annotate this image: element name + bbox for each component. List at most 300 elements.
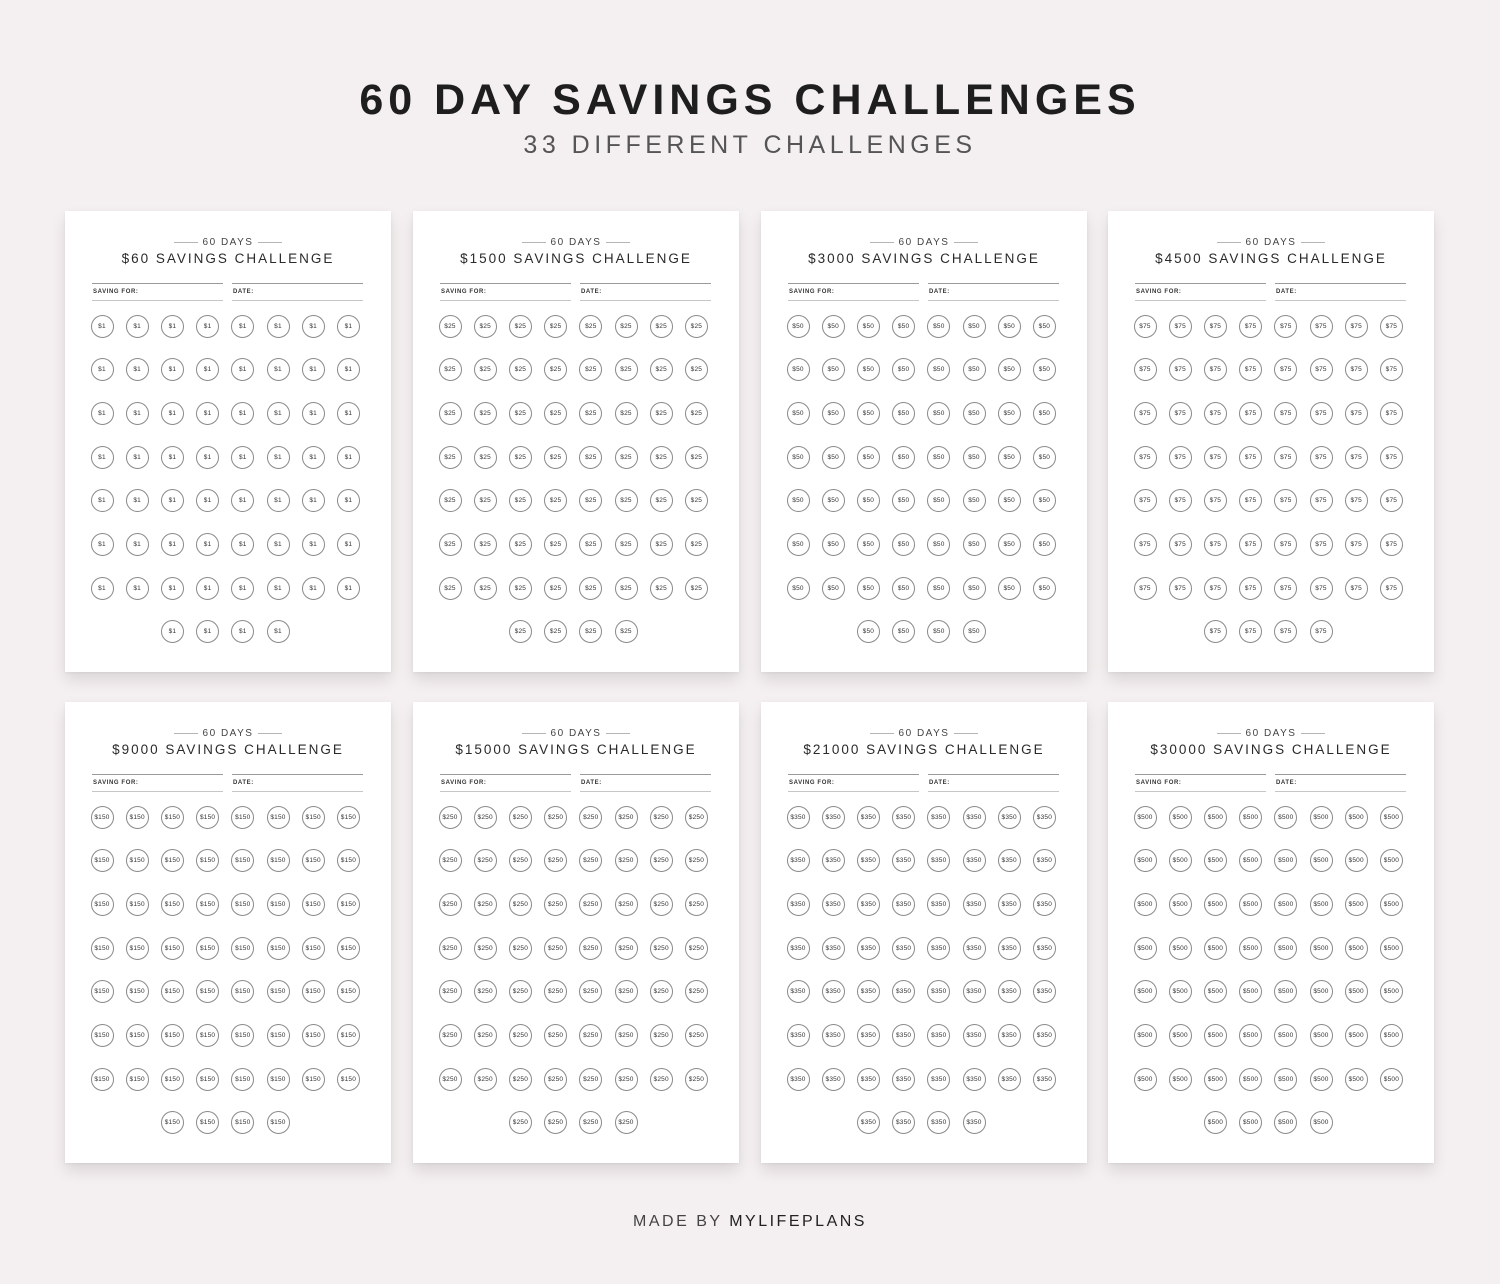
savings-coin[interactable]: $150 <box>267 893 290 916</box>
savings-coin[interactable]: $1 <box>161 577 184 600</box>
savings-coin[interactable]: $75 <box>1345 577 1368 600</box>
savings-coin[interactable]: $500 <box>1169 1024 1192 1047</box>
savings-coin[interactable]: $50 <box>892 315 915 338</box>
savings-coin[interactable]: $25 <box>544 533 567 556</box>
savings-coin[interactable]: $75 <box>1169 577 1192 600</box>
savings-coin[interactable]: $25 <box>439 446 462 469</box>
savings-coin[interactable]: $250 <box>579 1024 602 1047</box>
savings-coin[interactable]: $350 <box>857 1068 880 1091</box>
savings-coin[interactable]: $250 <box>474 849 497 872</box>
savings-coin[interactable]: $50 <box>822 315 845 338</box>
savings-coin[interactable]: $500 <box>1274 937 1297 960</box>
savings-coin[interactable]: $75 <box>1134 402 1157 425</box>
savings-coin[interactable]: $250 <box>615 893 638 916</box>
savings-coin[interactable]: $500 <box>1345 849 1368 872</box>
savings-coin[interactable]: $500 <box>1310 1068 1333 1091</box>
savings-coin[interactable]: $25 <box>509 446 532 469</box>
savings-coin[interactable]: $50 <box>892 620 915 643</box>
savings-coin[interactable]: $500 <box>1204 849 1227 872</box>
savings-coin[interactable]: $25 <box>685 315 708 338</box>
savings-coin[interactable]: $350 <box>927 893 950 916</box>
savings-coin[interactable]: $500 <box>1169 937 1192 960</box>
savings-coin[interactable]: $75 <box>1204 533 1227 556</box>
savings-coin[interactable]: $150 <box>161 1068 184 1091</box>
savings-coin[interactable]: $500 <box>1134 893 1157 916</box>
savings-coin[interactable]: $25 <box>685 402 708 425</box>
savings-coin[interactable]: $50 <box>998 402 1021 425</box>
savings-coin[interactable]: $1 <box>267 620 290 643</box>
savings-coin[interactable]: $150 <box>196 806 219 829</box>
savings-coin[interactable]: $150 <box>126 937 149 960</box>
savings-coin[interactable]: $25 <box>650 402 673 425</box>
savings-coin[interactable]: $350 <box>963 893 986 916</box>
savings-coin[interactable]: $500 <box>1239 806 1262 829</box>
savings-coin[interactable]: $500 <box>1310 893 1333 916</box>
savings-coin[interactable]: $25 <box>544 402 567 425</box>
savings-coin[interactable]: $75 <box>1134 533 1157 556</box>
savings-coin[interactable]: $1 <box>126 533 149 556</box>
savings-coin[interactable]: $250 <box>685 849 708 872</box>
savings-coin[interactable]: $150 <box>267 849 290 872</box>
savings-coin[interactable]: $75 <box>1345 489 1368 512</box>
savings-coin[interactable]: $25 <box>474 402 497 425</box>
savings-coin[interactable]: $500 <box>1134 806 1157 829</box>
savings-coin[interactable]: $250 <box>439 1024 462 1047</box>
savings-coin[interactable]: $500 <box>1310 1024 1333 1047</box>
savings-coin[interactable]: $75 <box>1169 533 1192 556</box>
savings-coin[interactable]: $250 <box>685 1068 708 1091</box>
savings-coin[interactable]: $25 <box>650 577 673 600</box>
savings-coin[interactable]: $25 <box>650 489 673 512</box>
savings-coin[interactable]: $250 <box>509 937 532 960</box>
savings-coin[interactable]: $75 <box>1204 315 1227 338</box>
savings-coin[interactable]: $50 <box>963 489 986 512</box>
savings-coin[interactable]: $25 <box>685 533 708 556</box>
savings-coin[interactable]: $75 <box>1380 577 1403 600</box>
savings-coin[interactable]: $150 <box>231 893 254 916</box>
savings-coin[interactable]: $1 <box>267 315 290 338</box>
savings-coin[interactable]: $1 <box>231 577 254 600</box>
savings-coin[interactable]: $75 <box>1204 489 1227 512</box>
savings-coin[interactable]: $1 <box>196 577 219 600</box>
savings-coin[interactable]: $25 <box>650 358 673 381</box>
savings-coin[interactable]: $150 <box>126 1068 149 1091</box>
savings-coin[interactable]: $500 <box>1380 1068 1403 1091</box>
savings-coin[interactable]: $1 <box>231 402 254 425</box>
savings-coin[interactable]: $25 <box>439 402 462 425</box>
savings-coin[interactable]: $25 <box>615 620 638 643</box>
savings-coin[interactable]: $25 <box>509 620 532 643</box>
savings-coin[interactable]: $150 <box>161 1111 184 1134</box>
savings-coin[interactable]: $250 <box>439 893 462 916</box>
savings-coin[interactable]: $350 <box>963 1024 986 1047</box>
savings-coin[interactable]: $75 <box>1310 489 1333 512</box>
savings-coin[interactable]: $350 <box>822 937 845 960</box>
savings-coin[interactable]: $250 <box>650 937 673 960</box>
savings-coin[interactable]: $75 <box>1169 315 1192 338</box>
savings-coin[interactable]: $150 <box>91 806 114 829</box>
savings-coin[interactable]: $1 <box>231 315 254 338</box>
savings-coin[interactable]: $350 <box>857 937 880 960</box>
savings-coin[interactable]: $75 <box>1134 489 1157 512</box>
savings-coin[interactable]: $50 <box>822 489 845 512</box>
savings-coin[interactable]: $25 <box>615 446 638 469</box>
savings-coin[interactable]: $75 <box>1239 620 1262 643</box>
savings-coin[interactable]: $350 <box>892 806 915 829</box>
savings-coin[interactable]: $25 <box>439 358 462 381</box>
savings-coin[interactable]: $500 <box>1345 1024 1368 1047</box>
savings-coin[interactable]: $500 <box>1345 937 1368 960</box>
savings-coin[interactable]: $1 <box>196 315 219 338</box>
savings-coin[interactable]: $500 <box>1134 937 1157 960</box>
savings-coin[interactable]: $500 <box>1204 1068 1227 1091</box>
savings-coin[interactable]: $250 <box>615 1068 638 1091</box>
savings-coin[interactable]: $150 <box>126 849 149 872</box>
savings-coin[interactable]: $250 <box>650 1068 673 1091</box>
savings-coin[interactable]: $50 <box>998 446 1021 469</box>
savings-coin[interactable]: $500 <box>1274 1068 1297 1091</box>
savings-coin[interactable]: $250 <box>544 1111 567 1134</box>
savings-coin[interactable]: $25 <box>579 402 602 425</box>
savings-coin[interactable]: $50 <box>857 489 880 512</box>
savings-coin[interactable]: $500 <box>1274 893 1297 916</box>
savings-coin[interactable]: $50 <box>892 358 915 381</box>
savings-coin[interactable]: $50 <box>963 315 986 338</box>
savings-coin[interactable]: $1 <box>337 315 360 338</box>
savings-coin[interactable]: $50 <box>787 402 810 425</box>
savings-coin[interactable]: $1 <box>337 489 360 512</box>
savings-coin[interactable]: $50 <box>927 533 950 556</box>
savings-coin[interactable]: $250 <box>685 806 708 829</box>
savings-coin[interactable]: $1 <box>91 577 114 600</box>
savings-coin[interactable]: $1 <box>267 402 290 425</box>
savings-coin[interactable]: $75 <box>1169 358 1192 381</box>
savings-coin[interactable]: $150 <box>302 1068 325 1091</box>
savings-coin[interactable]: $1 <box>126 577 149 600</box>
savings-coin[interactable]: $250 <box>439 849 462 872</box>
savings-coin[interactable]: $50 <box>1033 358 1056 381</box>
savings-coin[interactable]: $500 <box>1310 1111 1333 1134</box>
savings-coin[interactable]: $25 <box>474 315 497 338</box>
savings-coin[interactable]: $25 <box>615 489 638 512</box>
savings-coin[interactable]: $350 <box>857 1111 880 1134</box>
savings-coin[interactable]: $500 <box>1274 849 1297 872</box>
savings-coin[interactable]: $1 <box>196 620 219 643</box>
savings-coin[interactable]: $150 <box>91 849 114 872</box>
savings-coin[interactable]: $150 <box>126 1024 149 1047</box>
savings-coin[interactable]: $25 <box>685 577 708 600</box>
savings-coin[interactable]: $25 <box>439 315 462 338</box>
savings-coin[interactable]: $75 <box>1274 620 1297 643</box>
savings-coin[interactable]: $1 <box>267 577 290 600</box>
savings-coin[interactable]: $1 <box>91 489 114 512</box>
savings-coin[interactable]: $1 <box>126 446 149 469</box>
savings-coin[interactable]: $350 <box>787 1068 810 1091</box>
savings-coin[interactable]: $500 <box>1204 1024 1227 1047</box>
savings-coin[interactable]: $250 <box>544 893 567 916</box>
savings-coin[interactable]: $1 <box>231 533 254 556</box>
savings-coin[interactable]: $75 <box>1169 402 1192 425</box>
savings-coin[interactable]: $500 <box>1345 893 1368 916</box>
savings-coin[interactable]: $50 <box>857 402 880 425</box>
savings-coin[interactable]: $150 <box>231 806 254 829</box>
savings-coin[interactable]: $50 <box>857 620 880 643</box>
savings-coin[interactable]: $25 <box>474 533 497 556</box>
savings-coin[interactable]: $25 <box>544 577 567 600</box>
savings-coin[interactable]: $1 <box>231 446 254 469</box>
savings-coin[interactable]: $75 <box>1274 446 1297 469</box>
savings-coin[interactable]: $25 <box>615 402 638 425</box>
savings-coin[interactable]: $350 <box>927 1024 950 1047</box>
savings-coin[interactable]: $500 <box>1310 980 1333 1003</box>
savings-coin[interactable]: $1 <box>196 489 219 512</box>
savings-coin[interactable]: $500 <box>1310 849 1333 872</box>
savings-coin[interactable]: $50 <box>822 533 845 556</box>
savings-coin[interactable]: $25 <box>650 533 673 556</box>
savings-coin[interactable]: $75 <box>1239 358 1262 381</box>
savings-coin[interactable]: $250 <box>474 980 497 1003</box>
savings-coin[interactable]: $1 <box>126 402 149 425</box>
savings-coin[interactable]: $150 <box>196 893 219 916</box>
savings-coin[interactable]: $50 <box>787 577 810 600</box>
savings-coin[interactable]: $150 <box>337 849 360 872</box>
savings-coin[interactable]: $350 <box>822 1024 845 1047</box>
savings-coin[interactable]: $150 <box>126 980 149 1003</box>
savings-coin[interactable]: $150 <box>126 893 149 916</box>
savings-coin[interactable]: $1 <box>196 358 219 381</box>
savings-coin[interactable]: $500 <box>1204 937 1227 960</box>
savings-coin[interactable]: $1 <box>302 358 325 381</box>
savings-coin[interactable]: $25 <box>439 577 462 600</box>
savings-coin[interactable]: $25 <box>615 577 638 600</box>
savings-coin[interactable]: $25 <box>474 446 497 469</box>
savings-coin[interactable]: $75 <box>1274 358 1297 381</box>
savings-coin[interactable]: $75 <box>1239 533 1262 556</box>
savings-coin[interactable]: $1 <box>302 315 325 338</box>
savings-coin[interactable]: $75 <box>1239 489 1262 512</box>
savings-coin[interactable]: $25 <box>544 489 567 512</box>
savings-coin[interactable]: $250 <box>544 849 567 872</box>
savings-coin[interactable]: $250 <box>509 806 532 829</box>
savings-coin[interactable]: $50 <box>892 577 915 600</box>
savings-coin[interactable]: $1 <box>161 446 184 469</box>
savings-coin[interactable]: $50 <box>998 358 1021 381</box>
savings-coin[interactable]: $75 <box>1345 358 1368 381</box>
savings-coin[interactable]: $500 <box>1134 849 1157 872</box>
savings-coin[interactable]: $50 <box>787 489 810 512</box>
savings-coin[interactable]: $1 <box>231 358 254 381</box>
savings-coin[interactable]: $25 <box>544 620 567 643</box>
savings-coin[interactable]: $75 <box>1345 315 1368 338</box>
savings-coin[interactable]: $1 <box>161 533 184 556</box>
savings-coin[interactable]: $1 <box>267 446 290 469</box>
savings-coin[interactable]: $250 <box>509 1068 532 1091</box>
savings-coin[interactable]: $75 <box>1204 358 1227 381</box>
savings-coin[interactable]: $250 <box>474 1068 497 1091</box>
savings-coin[interactable]: $50 <box>1033 533 1056 556</box>
savings-coin[interactable]: $250 <box>509 980 532 1003</box>
savings-coin[interactable]: $1 <box>196 533 219 556</box>
savings-coin[interactable]: $75 <box>1310 402 1333 425</box>
savings-coin[interactable]: $250 <box>544 1024 567 1047</box>
savings-coin[interactable]: $25 <box>685 446 708 469</box>
savings-coin[interactable]: $250 <box>439 980 462 1003</box>
savings-coin[interactable]: $150 <box>91 893 114 916</box>
savings-coin[interactable]: $75 <box>1380 533 1403 556</box>
savings-coin[interactable]: $25 <box>579 489 602 512</box>
savings-coin[interactable]: $500 <box>1239 1024 1262 1047</box>
savings-coin[interactable]: $500 <box>1239 980 1262 1003</box>
savings-coin[interactable]: $500 <box>1380 849 1403 872</box>
savings-coin[interactable]: $500 <box>1134 980 1157 1003</box>
savings-coin[interactable]: $1 <box>126 315 149 338</box>
savings-coin[interactable]: $1 <box>91 446 114 469</box>
savings-coin[interactable]: $150 <box>267 937 290 960</box>
savings-coin[interactable]: $75 <box>1310 446 1333 469</box>
savings-coin[interactable]: $75 <box>1345 446 1368 469</box>
savings-coin[interactable]: $50 <box>927 577 950 600</box>
savings-coin[interactable]: $500 <box>1380 1024 1403 1047</box>
savings-coin[interactable]: $250 <box>544 806 567 829</box>
savings-coin[interactable]: $350 <box>787 806 810 829</box>
savings-coin[interactable]: $150 <box>196 1068 219 1091</box>
savings-coin[interactable]: $150 <box>161 937 184 960</box>
savings-coin[interactable]: $500 <box>1169 893 1192 916</box>
savings-coin[interactable]: $250 <box>615 980 638 1003</box>
savings-coin[interactable]: $350 <box>1033 806 1056 829</box>
savings-coin[interactable]: $500 <box>1380 937 1403 960</box>
savings-coin[interactable]: $1 <box>91 402 114 425</box>
savings-coin[interactable]: $350 <box>963 1068 986 1091</box>
savings-coin[interactable]: $500 <box>1239 1111 1262 1134</box>
savings-coin[interactable]: $350 <box>787 849 810 872</box>
savings-coin[interactable]: $1 <box>337 358 360 381</box>
savings-coin[interactable]: $250 <box>685 1024 708 1047</box>
savings-coin[interactable]: $150 <box>267 1111 290 1134</box>
savings-coin[interactable]: $50 <box>892 446 915 469</box>
savings-coin[interactable]: $50 <box>892 402 915 425</box>
savings-coin[interactable]: $75 <box>1380 358 1403 381</box>
savings-coin[interactable]: $1 <box>126 489 149 512</box>
savings-coin[interactable]: $150 <box>231 1111 254 1134</box>
savings-coin[interactable]: $250 <box>474 937 497 960</box>
savings-coin[interactable]: $350 <box>857 893 880 916</box>
savings-coin[interactable]: $250 <box>579 849 602 872</box>
savings-coin[interactable]: $350 <box>892 1068 915 1091</box>
savings-coin[interactable]: $150 <box>267 1068 290 1091</box>
savings-coin[interactable]: $1 <box>337 402 360 425</box>
savings-coin[interactable]: $25 <box>579 577 602 600</box>
savings-coin[interactable]: $150 <box>337 1024 360 1047</box>
savings-coin[interactable]: $50 <box>998 315 1021 338</box>
savings-coin[interactable]: $50 <box>892 489 915 512</box>
savings-coin[interactable]: $50 <box>963 533 986 556</box>
savings-coin[interactable]: $50 <box>822 358 845 381</box>
savings-coin[interactable]: $1 <box>302 533 325 556</box>
savings-coin[interactable]: $150 <box>302 980 325 1003</box>
savings-coin[interactable]: $250 <box>615 1111 638 1134</box>
savings-coin[interactable]: $350 <box>963 937 986 960</box>
savings-coin[interactable]: $350 <box>963 1111 986 1134</box>
savings-coin[interactable]: $50 <box>857 533 880 556</box>
savings-coin[interactable]: $350 <box>787 1024 810 1047</box>
savings-coin[interactable]: $500 <box>1310 937 1333 960</box>
savings-coin[interactable]: $150 <box>337 1068 360 1091</box>
savings-coin[interactable]: $350 <box>998 849 1021 872</box>
savings-coin[interactable]: $25 <box>509 533 532 556</box>
savings-coin[interactable]: $1 <box>161 315 184 338</box>
savings-coin[interactable]: $150 <box>161 1024 184 1047</box>
savings-coin[interactable]: $50 <box>822 402 845 425</box>
savings-coin[interactable]: $150 <box>337 980 360 1003</box>
savings-coin[interactable]: $250 <box>615 849 638 872</box>
savings-coin[interactable]: $50 <box>857 315 880 338</box>
savings-coin[interactable]: $75 <box>1134 358 1157 381</box>
savings-coin[interactable]: $500 <box>1274 806 1297 829</box>
savings-coin[interactable]: $75 <box>1169 489 1192 512</box>
savings-coin[interactable]: $350 <box>927 1068 950 1091</box>
savings-coin[interactable]: $75 <box>1239 402 1262 425</box>
savings-coin[interactable]: $150 <box>302 849 325 872</box>
savings-coin[interactable]: $1 <box>91 358 114 381</box>
savings-coin[interactable]: $350 <box>927 937 950 960</box>
savings-coin[interactable]: $75 <box>1274 315 1297 338</box>
savings-coin[interactable]: $1 <box>302 402 325 425</box>
savings-coin[interactable]: $25 <box>509 315 532 338</box>
savings-coin[interactable]: $75 <box>1239 446 1262 469</box>
savings-coin[interactable]: $75 <box>1134 315 1157 338</box>
savings-coin[interactable]: $1 <box>91 533 114 556</box>
savings-coin[interactable]: $75 <box>1274 402 1297 425</box>
savings-coin[interactable]: $250 <box>650 849 673 872</box>
savings-coin[interactable]: $150 <box>196 937 219 960</box>
savings-coin[interactable]: $75 <box>1380 489 1403 512</box>
savings-coin[interactable]: $25 <box>579 533 602 556</box>
savings-coin[interactable]: $350 <box>892 1024 915 1047</box>
savings-coin[interactable]: $1 <box>337 446 360 469</box>
savings-coin[interactable]: $150 <box>91 980 114 1003</box>
savings-coin[interactable]: $75 <box>1310 533 1333 556</box>
savings-coin[interactable]: $150 <box>161 806 184 829</box>
savings-coin[interactable]: $500 <box>1204 806 1227 829</box>
savings-coin[interactable]: $50 <box>857 446 880 469</box>
savings-coin[interactable]: $250 <box>685 980 708 1003</box>
savings-coin[interactable]: $500 <box>1134 1024 1157 1047</box>
savings-coin[interactable]: $500 <box>1169 806 1192 829</box>
savings-coin[interactable]: $500 <box>1274 1024 1297 1047</box>
savings-coin[interactable]: $250 <box>474 893 497 916</box>
savings-coin[interactable]: $75 <box>1310 358 1333 381</box>
savings-coin[interactable]: $350 <box>998 980 1021 1003</box>
savings-coin[interactable]: $150 <box>267 1024 290 1047</box>
savings-coin[interactable]: $25 <box>650 315 673 338</box>
savings-coin[interactable]: $500 <box>1380 893 1403 916</box>
savings-coin[interactable]: $25 <box>544 358 567 381</box>
savings-coin[interactable]: $75 <box>1204 620 1227 643</box>
savings-coin[interactable]: $150 <box>231 937 254 960</box>
savings-coin[interactable]: $150 <box>302 1024 325 1047</box>
savings-coin[interactable]: $25 <box>615 358 638 381</box>
savings-coin[interactable]: $500 <box>1345 806 1368 829</box>
savings-coin[interactable]: $350 <box>998 937 1021 960</box>
savings-coin[interactable]: $150 <box>302 937 325 960</box>
savings-coin[interactable]: $500 <box>1239 893 1262 916</box>
savings-coin[interactable]: $350 <box>998 1024 1021 1047</box>
savings-coin[interactable]: $150 <box>161 849 184 872</box>
savings-coin[interactable]: $350 <box>787 893 810 916</box>
savings-coin[interactable]: $350 <box>998 893 1021 916</box>
savings-coin[interactable]: $150 <box>337 937 360 960</box>
